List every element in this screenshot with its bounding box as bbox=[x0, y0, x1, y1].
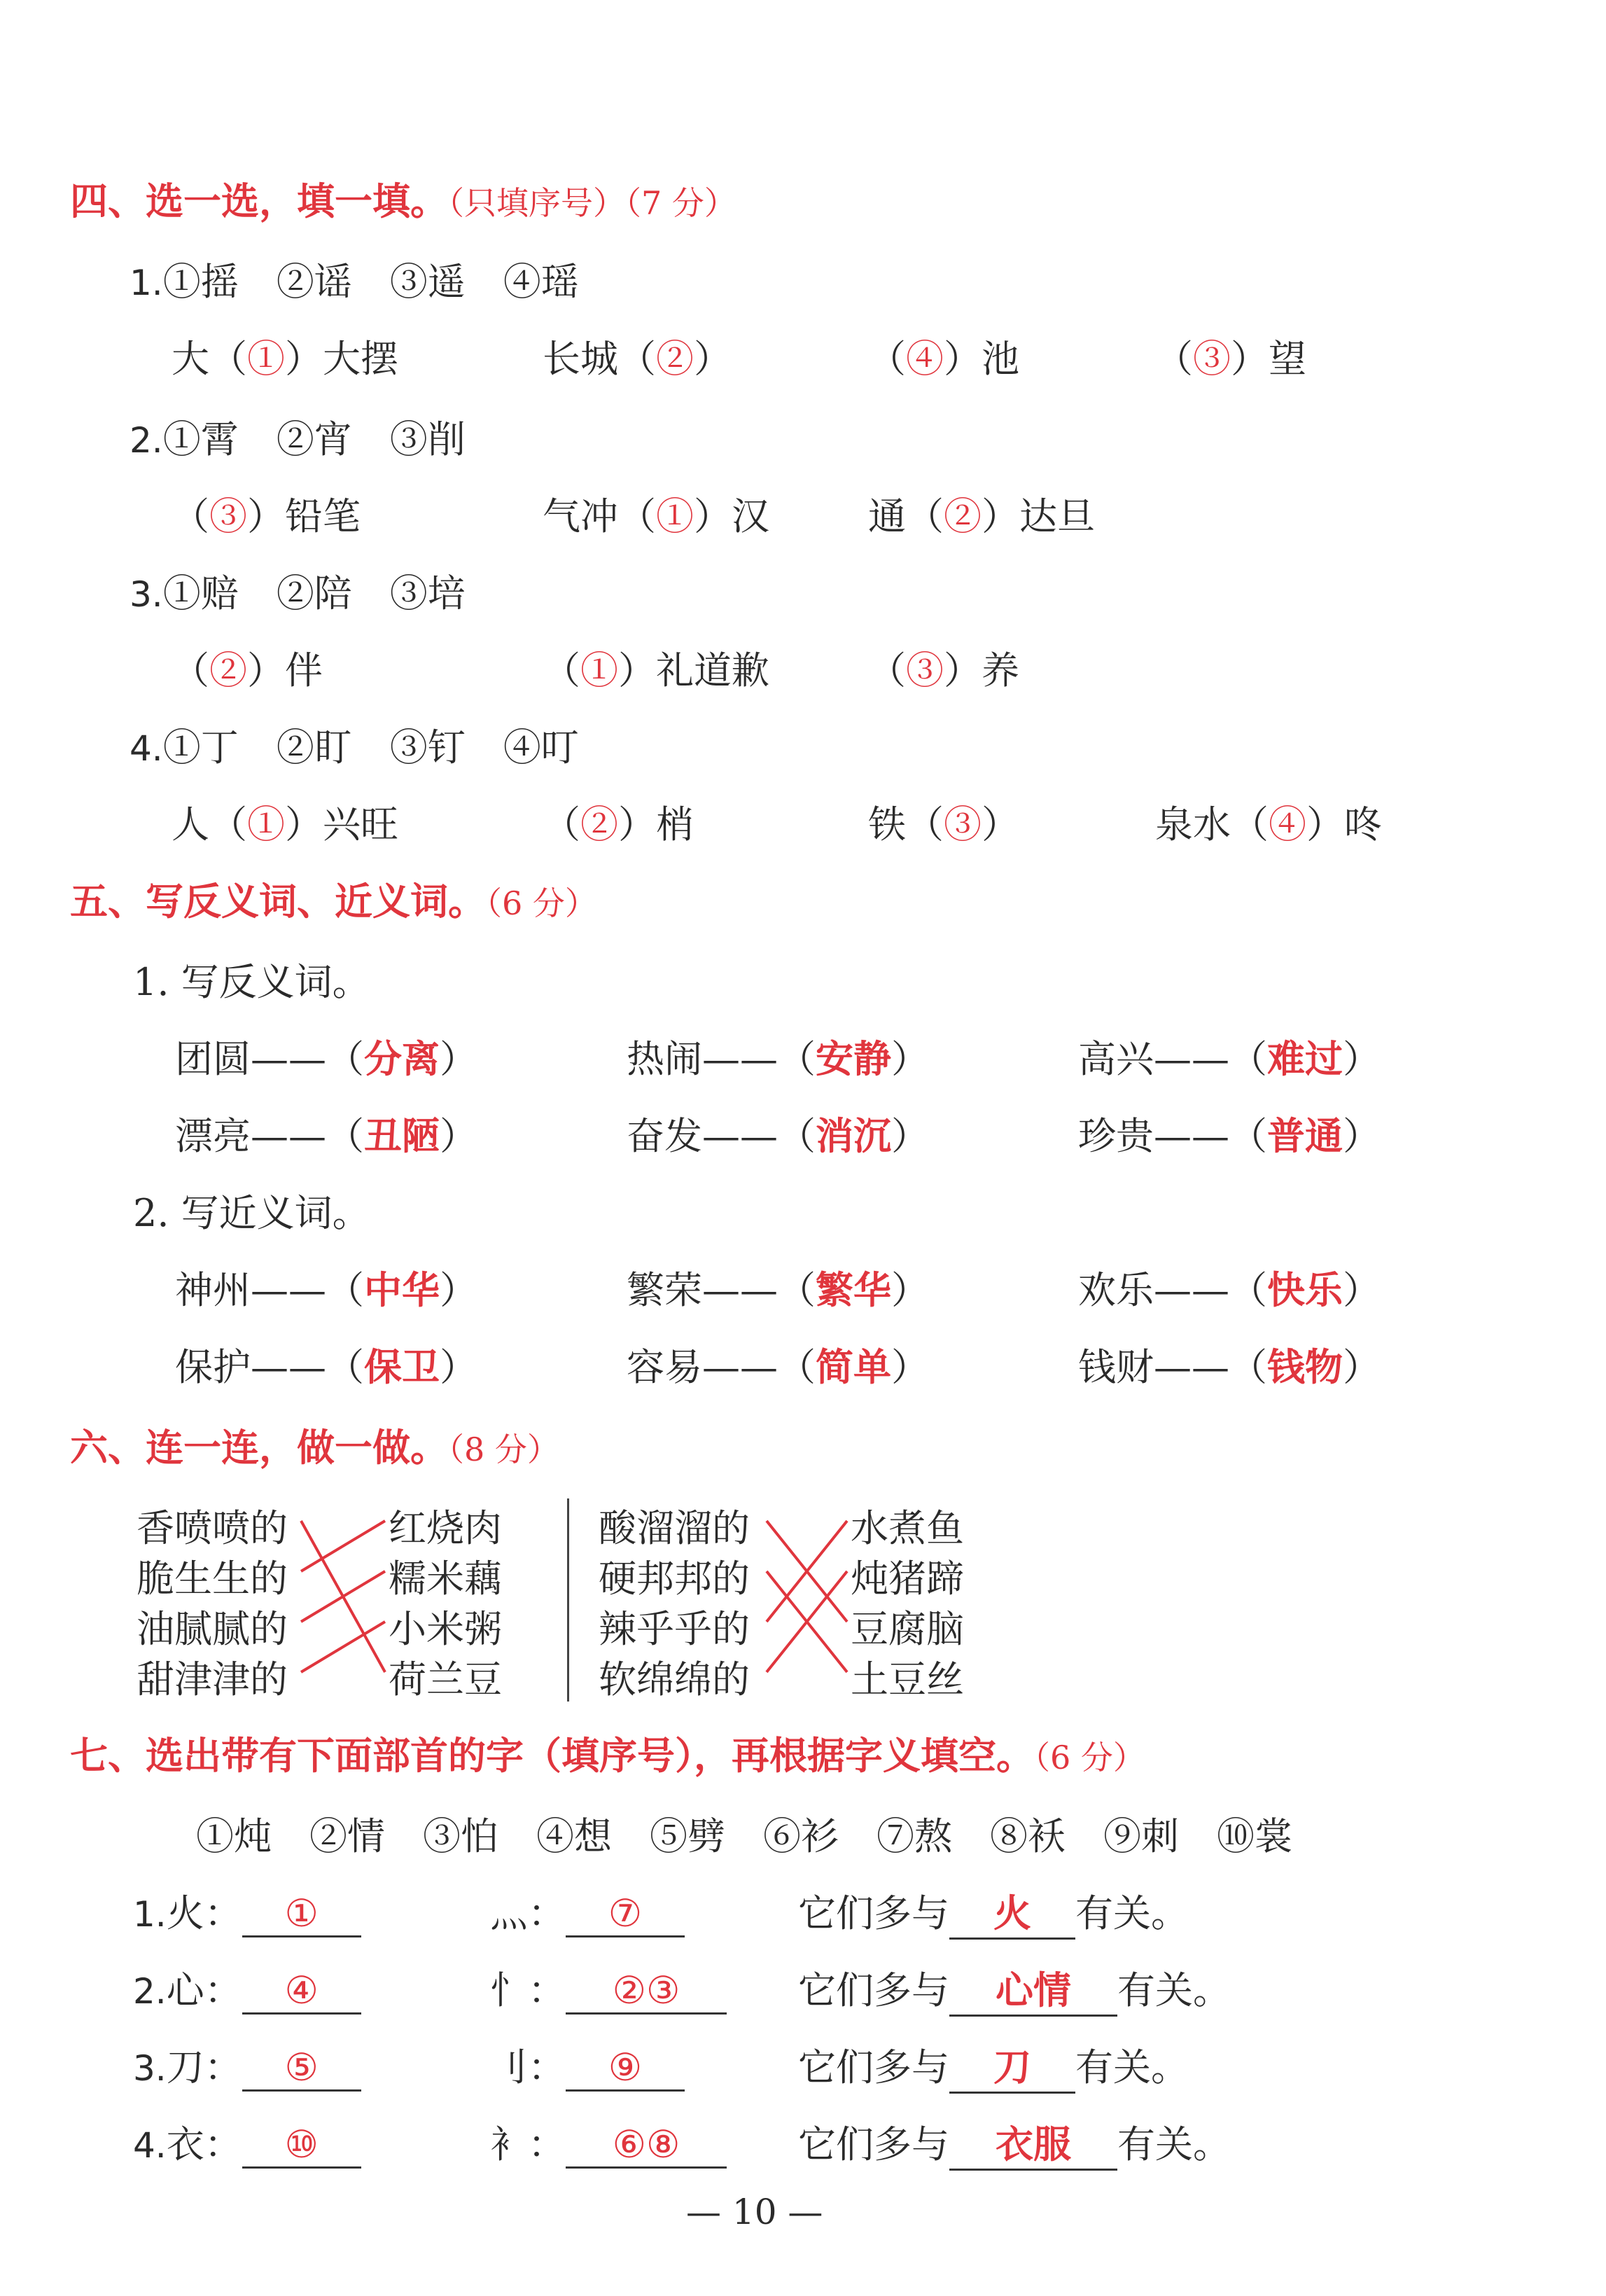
antonym-pair: 珍贵——（普通） bbox=[1078, 1114, 1381, 1158]
radical-row: 衤： ⑥⑧ bbox=[490, 2115, 727, 2169]
q2-item-3: 通（②）达旦 bbox=[868, 494, 1095, 538]
q3-item-3: （③）养 bbox=[868, 648, 1019, 693]
q1-item-3: （④）池 bbox=[868, 337, 1019, 381]
match-left-word: 脆生生的 bbox=[137, 1557, 288, 1601]
synonym-pair: 神州——（中华） bbox=[175, 1268, 477, 1312]
match-right-word: 糯米藕 bbox=[389, 1557, 502, 1601]
match-right-word: 炖猪蹄 bbox=[851, 1557, 964, 1601]
q2-item-1: （③）铅笔 bbox=[172, 494, 361, 538]
match-line bbox=[301, 1571, 385, 1622]
match-right-word: 红烧肉 bbox=[389, 1506, 502, 1550]
q3-item-1: （②）伴 bbox=[172, 648, 323, 693]
meaning-row: 它们多与 火 有关。 bbox=[798, 1884, 1189, 1940]
antonym-pair: 热闹——（安静） bbox=[627, 1037, 929, 1081]
q3-item-2: （①）礼道歉 bbox=[543, 648, 769, 693]
meaning-row: 它们多与 心情 有关。 bbox=[798, 1961, 1231, 2017]
antonym-pair: 漂亮——（丑陋） bbox=[175, 1114, 477, 1158]
section-6-title: 六、连一连，做一做。（8 分） bbox=[70, 1426, 559, 1470]
match-left-word: 辣乎乎的 bbox=[599, 1607, 750, 1651]
q4-item-3: 铁（③） bbox=[868, 802, 1019, 847]
match-left-word: 酸溜溜的 bbox=[599, 1506, 750, 1550]
synonym-pair: 保护——（保卫） bbox=[175, 1345, 477, 1389]
match-left-word: 甜津津的 bbox=[137, 1657, 288, 1702]
radical-row: 2.心： ④ bbox=[133, 1961, 361, 2015]
q4-item-4: 泉水（④）咚 bbox=[1155, 802, 1382, 847]
q1-item-4: （③）望 bbox=[1155, 337, 1306, 381]
antonym-prompt: 1. 写反义词。 bbox=[133, 960, 370, 1004]
section-7-title: 七、选出带有下面部首的字（填序号），再根据字义填空。（6 分） bbox=[70, 1734, 1145, 1778]
match-right-word: 小米粥 bbox=[389, 1607, 502, 1651]
radical-options: ①炖 ②情 ③怕 ④想 ⑤劈 ⑥衫 ⑦熬 ⑧袄 ⑨刺 ⑩裳 bbox=[196, 1814, 1292, 1858]
synonym-pair: 钱财——（钱物） bbox=[1078, 1345, 1381, 1389]
q1-options: 1.①摇 ②谣 ③遥 ④瑶 bbox=[130, 260, 579, 304]
section-4-title: 四、选一选，填一填。（只填序号）（7 分） bbox=[70, 179, 736, 223]
match-left-word: 硬邦邦的 bbox=[599, 1557, 750, 1601]
radical-row: 4.衣： ⑩ bbox=[133, 2115, 361, 2169]
synonym-pair: 欢乐——（快乐） bbox=[1078, 1268, 1381, 1312]
synonym-prompt: 2. 写近义词。 bbox=[133, 1191, 370, 1235]
match-right-word: 水煮鱼 bbox=[851, 1506, 964, 1550]
radical-row: 刂： ⑨ bbox=[490, 2038, 685, 2092]
q2-item-2: 气冲（①）汉 bbox=[543, 494, 769, 538]
q4-item-1: 人（①）兴旺 bbox=[172, 802, 398, 847]
q4-options: 4.①丁 ②盯 ③钉 ④叮 bbox=[130, 725, 579, 770]
meaning-row: 它们多与 衣服 有关。 bbox=[798, 2115, 1231, 2171]
page-number: — 10 — bbox=[686, 2192, 823, 2232]
radical-row: 灬： ⑦ bbox=[490, 1884, 685, 1937]
antonym-pair: 团圆——（分离） bbox=[175, 1037, 477, 1081]
q3-options: 3.①赔 ②陪 ③培 bbox=[130, 571, 466, 615]
antonym-pair: 奋发——（消沉） bbox=[627, 1114, 929, 1158]
antonym-pair: 高兴——（难过） bbox=[1078, 1037, 1381, 1081]
synonym-pair: 繁荣——（繁华） bbox=[627, 1268, 929, 1312]
q2-options: 2.①霄 ②宵 ③削 bbox=[130, 417, 466, 461]
match-right-word: 豆腐脑 bbox=[851, 1607, 964, 1651]
synonym-pair: 容易——（简单） bbox=[627, 1345, 929, 1389]
match-right-word: 荷兰豆 bbox=[389, 1657, 502, 1702]
match-left-word: 软绵绵的 bbox=[599, 1657, 750, 1702]
radical-row: 忄： ②③ bbox=[490, 1961, 727, 2015]
match-right-word: 土豆丝 bbox=[851, 1657, 964, 1702]
q1-item-1: 大（①）大摆 bbox=[172, 337, 398, 381]
section-5-title: 五、写反义词、近义词。（6 分） bbox=[70, 879, 597, 924]
match-left-word: 香喷喷的 bbox=[137, 1506, 288, 1550]
match-left-word: 油腻腻的 bbox=[137, 1607, 288, 1651]
q1-item-2: 长城（②） bbox=[543, 337, 732, 381]
radical-row: 1.火： ① bbox=[133, 1884, 361, 1937]
q4-item-2: （②）梢 bbox=[543, 802, 694, 847]
meaning-row: 它们多与 刀 有关。 bbox=[798, 2038, 1189, 2094]
radical-row: 3.刀： ⑤ bbox=[133, 2038, 361, 2092]
